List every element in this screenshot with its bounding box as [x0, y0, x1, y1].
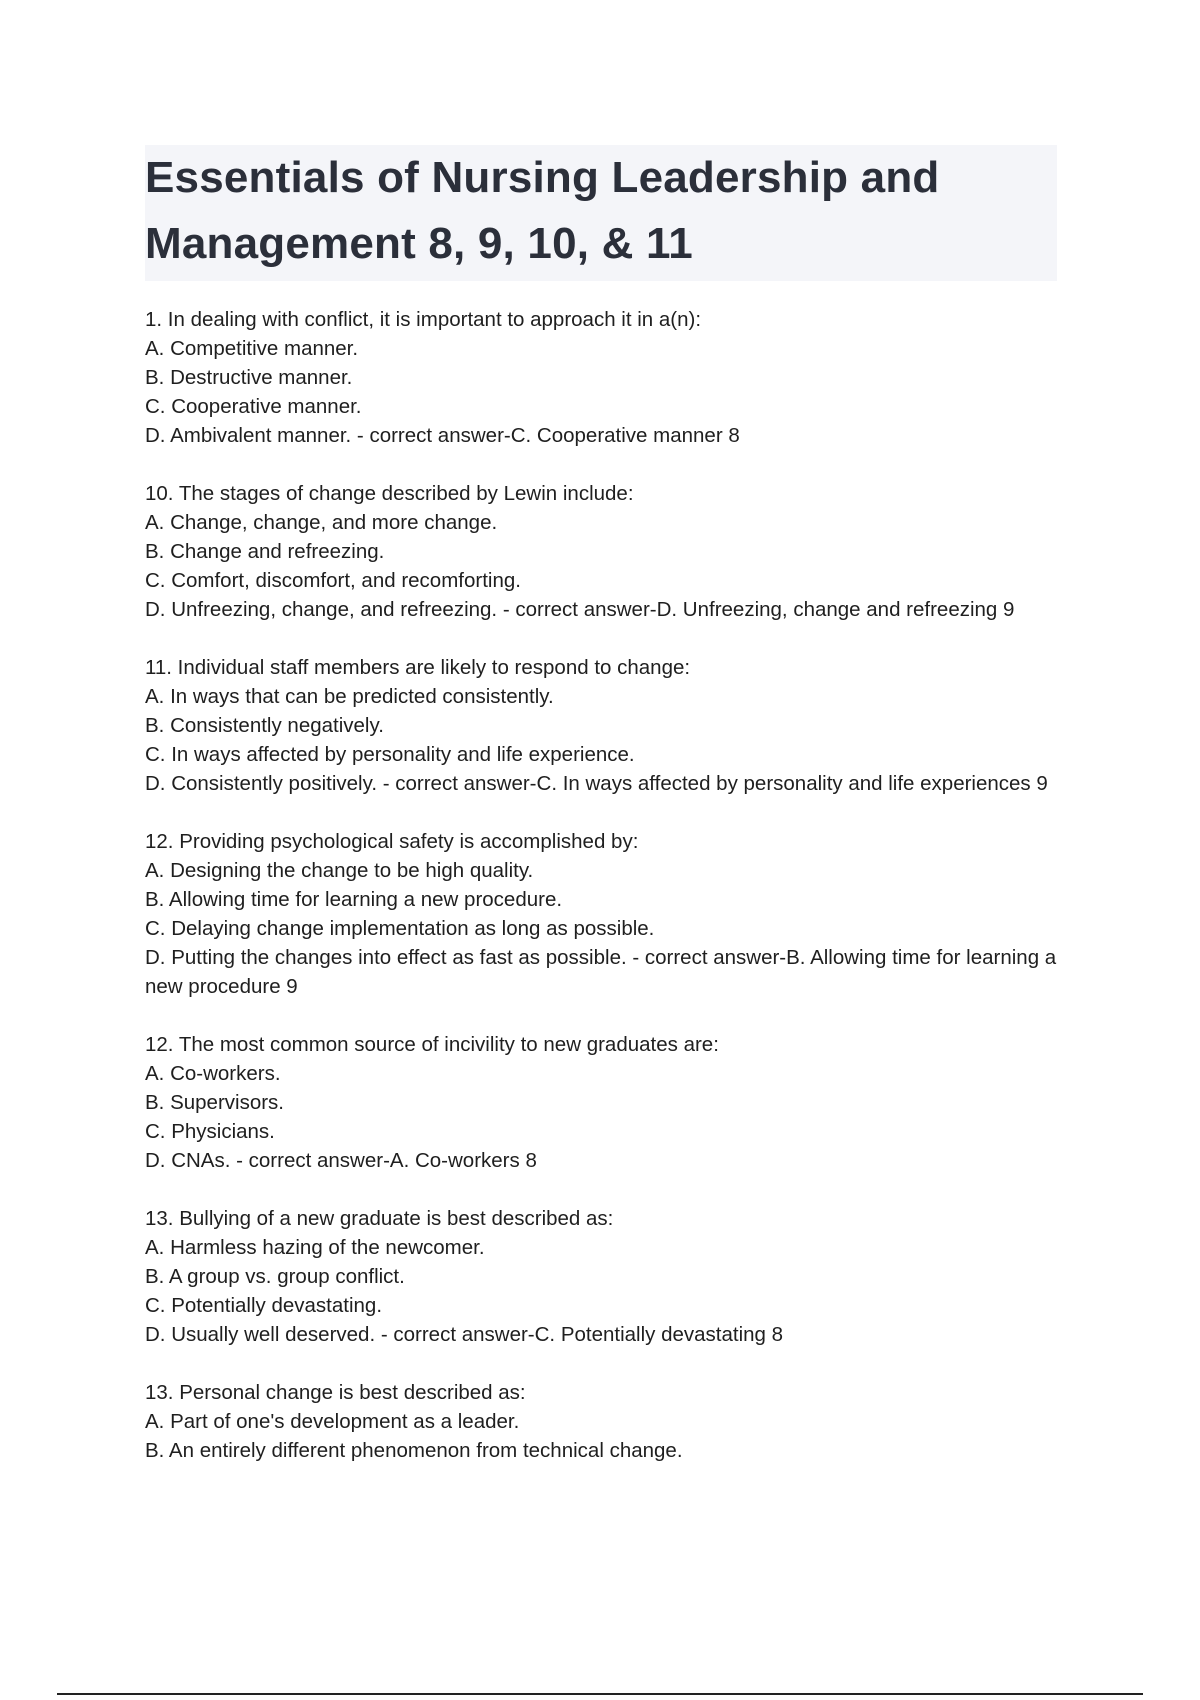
answer-option-with-correct-answer: D. Consistently positively. - correct answer-C. In ways affected by personality and life experiences 9: [145, 772, 1048, 795]
answer-option: C. Potentially devastating.: [145, 1294, 383, 1317]
question-item: [145, 1030, 1065, 1175]
answer-option: C. Comfort, discomfort, and recomforting.: [145, 569, 521, 592]
answer-option: B. Supervisors.: [145, 1091, 284, 1114]
question-item: [145, 305, 1065, 450]
answer-option: B. Change and refreezing.: [145, 540, 385, 563]
footer-divider: [57, 1693, 1143, 1695]
answer-option-with-correct-answer: D. Unfreezing, change, and refreezing. - correct answer-D. Unfreezing, change and refreezing 9: [145, 598, 1015, 621]
answer-option: A. Co-workers.: [145, 1062, 281, 1085]
document-title: Essentials of Nursing Leadership and Management 8, 9, 10, & 11: [145, 153, 940, 268]
question-stem: 12. The most common source of incivility to new graduates are:: [145, 1033, 719, 1056]
answer-option: C. Physicians.: [145, 1120, 275, 1143]
answer-option: A. Competitive manner.: [145, 337, 359, 360]
answer-option: A. Harmless hazing of the newcomer.: [145, 1236, 485, 1259]
answer-option: B. Destructive manner.: [145, 366, 353, 389]
answer-option: A. Part of one's development as a leader.: [145, 1410, 520, 1433]
question-item: [145, 1378, 1065, 1465]
answer-option-with-correct-answer: D. Putting the changes into effect as fast as possible. - correct answer-B. Allowing time for learning a new procedure 9: [145, 946, 1057, 998]
answer-option: A. Change, change, and more change.: [145, 511, 498, 534]
answer-option: B. Consistently negatively.: [145, 714, 384, 737]
question-stem: 12. Providing psychological safety is accomplished by:: [145, 830, 639, 853]
answer-option: A. Designing the change to be high quality.: [145, 859, 534, 882]
answer-option: B. An entirely different phenomenon from technical change.: [145, 1439, 683, 1462]
question-stem: 13. Bullying of a new graduate is best described as:: [145, 1207, 614, 1230]
answer-option-with-correct-answer: D. Usually well deserved. - correct answer-C. Potentially devastating 8: [145, 1323, 784, 1346]
question-stem: 11. Individual staff members are likely to respond to change:: [145, 656, 691, 679]
question-stem: 13. Personal change is best described as:: [145, 1381, 526, 1404]
question-item: [145, 1204, 1065, 1349]
title-block: [145, 145, 1057, 281]
answer-option: C. Delaying change implementation as long as possible.: [145, 917, 655, 940]
answer-option-with-correct-answer: D. CNAs. - correct answer-A. Co-workers 8: [145, 1149, 537, 1172]
question-list: [145, 305, 1065, 1494]
question-stem: 1. In dealing with conflict, it is important to approach it in a(n):: [145, 308, 702, 331]
answer-option: A. In ways that can be predicted consistently.: [145, 685, 554, 708]
answer-option: C. Cooperative manner.: [145, 395, 362, 418]
question-item: [145, 653, 1065, 798]
question-item: [145, 479, 1065, 624]
question-stem: 10. The stages of change described by Lewin include:: [145, 482, 634, 505]
answer-option: C. In ways affected by personality and life experience.: [145, 743, 635, 766]
answer-option: B. A group vs. group conflict.: [145, 1265, 405, 1288]
answer-option-with-correct-answer: D. Ambivalent manner. - correct answer-C. Cooperative manner 8: [145, 424, 740, 447]
answer-option: B. Allowing time for learning a new procedure.: [145, 888, 563, 911]
question-item: [145, 827, 1065, 1001]
